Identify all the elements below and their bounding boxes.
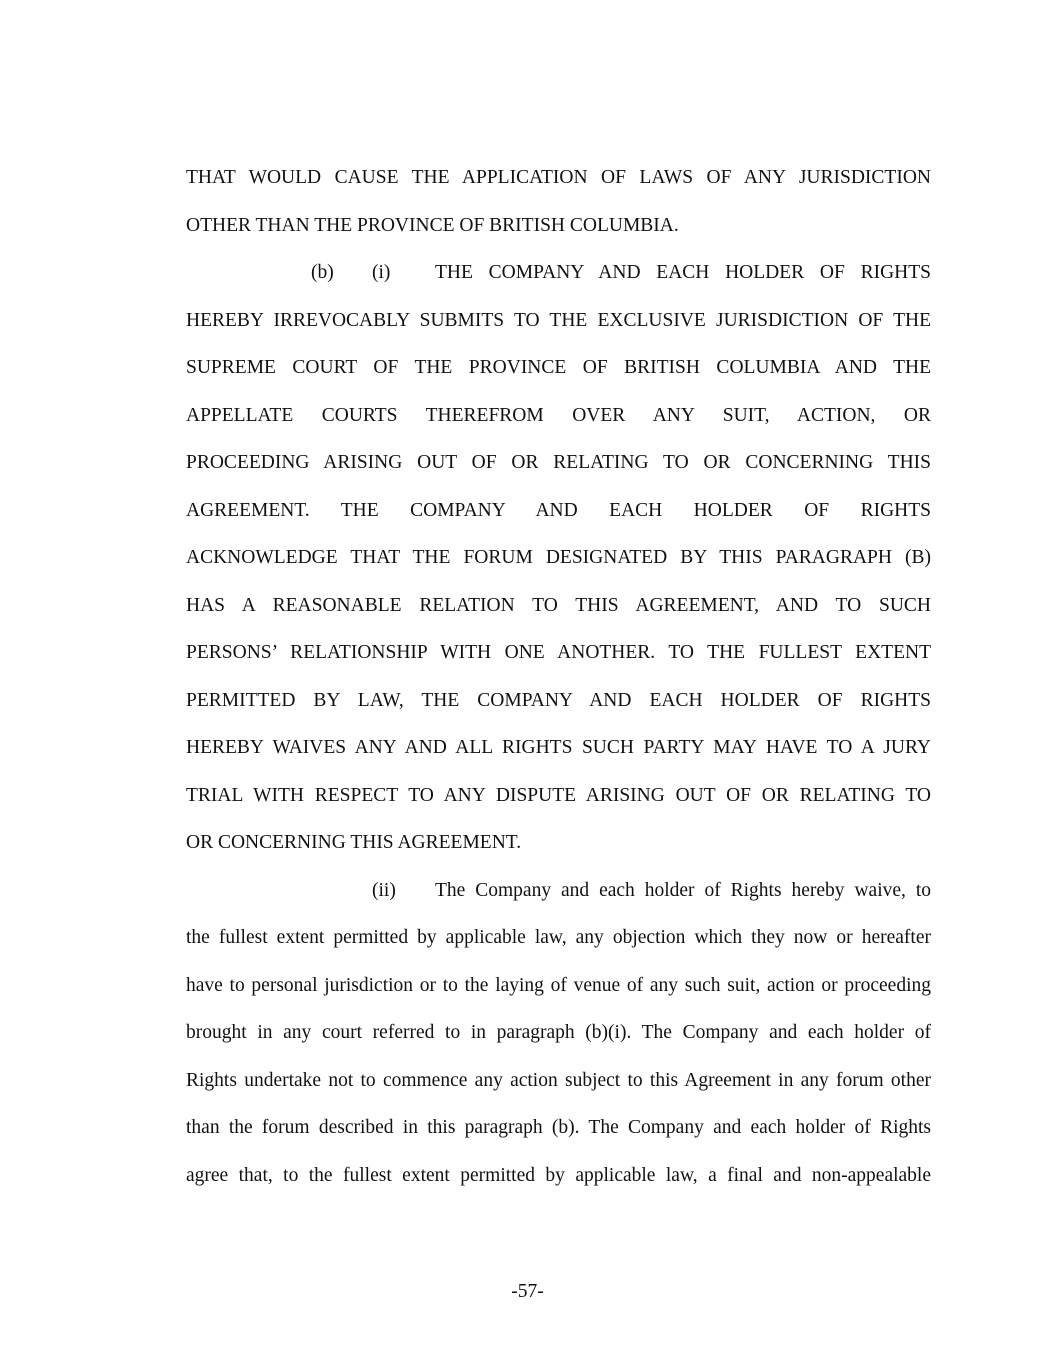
page-number: -57- bbox=[511, 1281, 544, 1302]
paragraph-label-ii: (ii) bbox=[372, 880, 396, 901]
paragraph-label-b: (b) bbox=[311, 262, 334, 283]
text-line: PERSONS’ RELATIONSHIP WITH ONE ANOTHER. TO THE FULLEST EXTENT bbox=[186, 642, 931, 663]
text-line: HAS A REASONABLE RELATION TO THIS AGREEMENT, AND TO SUCH bbox=[186, 595, 931, 616]
text-line: TRIAL WITH RESPECT TO ANY DISPUTE ARISING OUT OF OR RELATING TO bbox=[186, 785, 931, 806]
text-line: the fullest extent permitted by applicable law, any objection which they now or hereafter bbox=[186, 927, 931, 948]
text-line: APPELLATE COURTS THEREFROM OVER ANY SUIT, ACTION, OR bbox=[186, 405, 931, 426]
text-line: OTHER THAN THE PROVINCE OF BRITISH COLUMBIA. bbox=[186, 215, 679, 236]
text-line: OR CONCERNING THIS AGREEMENT. bbox=[186, 832, 522, 853]
text-line: AGREEMENT. THE COMPANY AND EACH HOLDER OF RIGHTS bbox=[186, 500, 931, 521]
text-line: HEREBY IRREVOCABLY SUBMITS TO THE EXCLUSIVE JURISDICTION OF THE bbox=[186, 310, 931, 331]
text-line: THAT WOULD CAUSE THE APPLICATION OF LAWS OF ANY JURISDICTION bbox=[186, 167, 931, 188]
text-line: PROCEEDING ARISING OUT OF OR RELATING TO OR CONCERNING THIS bbox=[186, 452, 931, 473]
text-line: brought in any court referred to in paragraph (b)(i). The Company and each holder of bbox=[186, 1022, 931, 1043]
text-line: PERMITTED BY LAW, THE COMPANY AND EACH HOLDER OF RIGHTS bbox=[186, 690, 931, 711]
text-line: Rights undertake not to commence any action subject to this Agreement in any forum other bbox=[186, 1070, 931, 1091]
text-line: SUPREME COURT OF THE PROVINCE OF BRITISH COLUMBIA AND THE bbox=[186, 357, 931, 378]
text-line: agree that, to the fullest extent permitted by applicable law, a final and non-appealable bbox=[186, 1165, 931, 1186]
text-line: HEREBY WAIVES ANY AND ALL RIGHTS SUCH PARTY MAY HAVE TO A JURY bbox=[186, 737, 931, 758]
text-line: ACKNOWLEDGE THAT THE FORUM DESIGNATED BY THIS PARAGRAPH (B) bbox=[186, 547, 931, 568]
text-line: The Company and each holder of Rights hereby waive, to bbox=[435, 880, 931, 901]
paragraph-label-i: (i) bbox=[372, 262, 391, 283]
text-line: have to personal jurisdiction or to the laying of venue of any such suit, action or proceeding bbox=[186, 975, 931, 996]
text-line: than the forum described in this paragraph (b). The Company and each holder of Rights bbox=[186, 1117, 931, 1138]
text-line: THE COMPANY AND EACH HOLDER OF RIGHTS bbox=[435, 262, 931, 283]
